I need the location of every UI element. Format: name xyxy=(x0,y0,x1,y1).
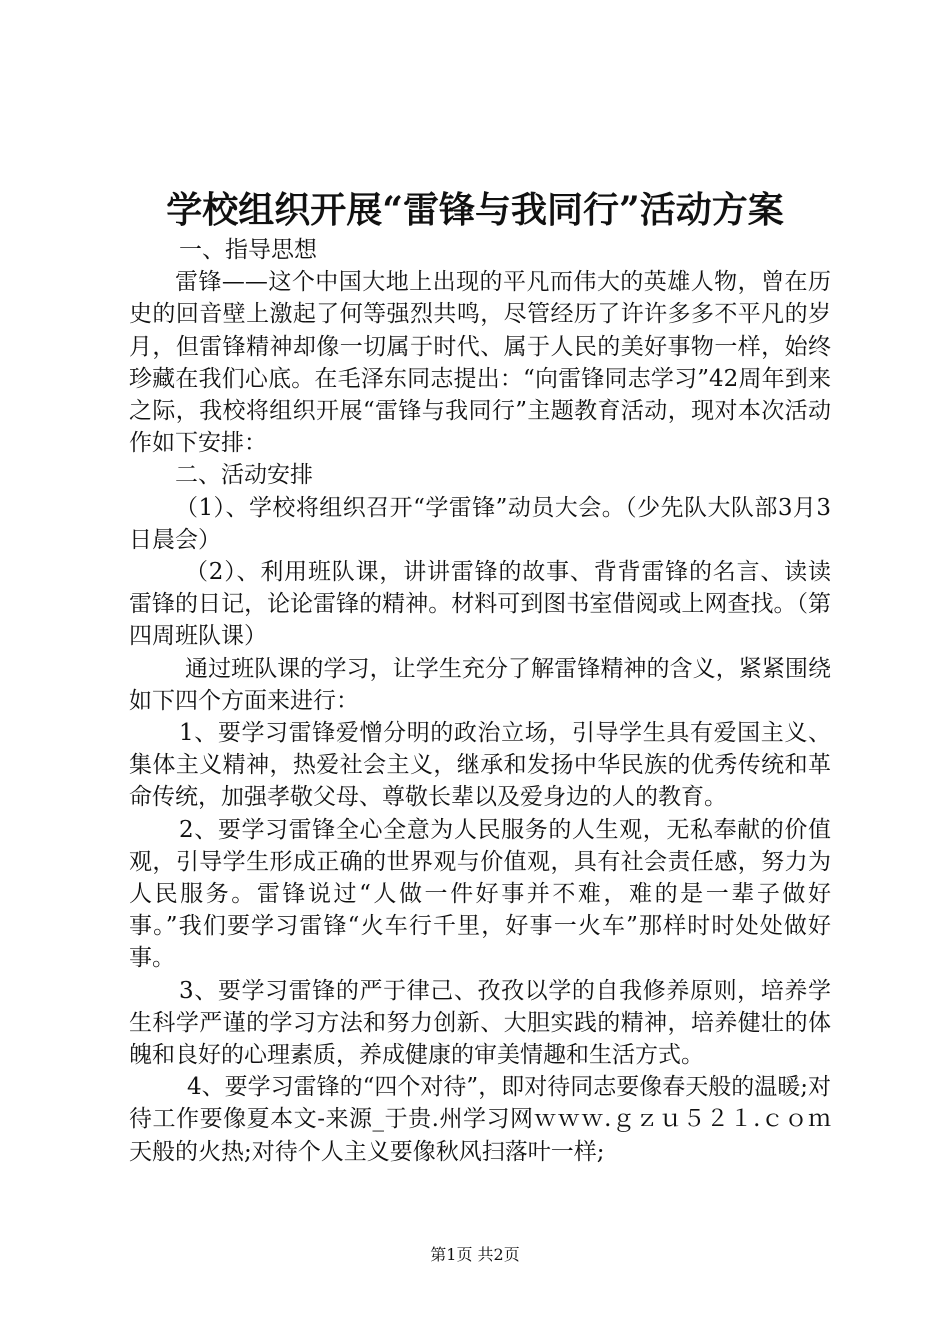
paragraph-item-2: （2）、利用班队课，讲讲雷锋的故事、背背雷锋的名言、读读雷锋的日记，论论雷锋的精神。材料可到图书室借阅或上网查找。（第四周班队课） xyxy=(129,559,831,650)
paragraph-class-study: 通过班队课的学习，让学生充分了解雷锋精神的含义，紧紧围绕如下四个方面来进行： xyxy=(129,655,831,714)
section-heading-guiding-thought: 一、指导思想 xyxy=(179,237,317,263)
section-heading-activity-arrangement: 二、活动安排 xyxy=(175,462,313,489)
document-title: 学校组织开展“雷锋与我同行”活动方案 xyxy=(166,189,784,231)
paragraph-point-1: 1、要学习雷锋爱憎分明的政治立场，引导学生具有爱国主义、集体主义精神，热爱社会主义，继承和发扬中华民族的优秀传统和革命传统，加强孝敬父母、尊敬长辈以及爱身边的人的教育。 xyxy=(129,720,831,811)
paragraph-item-1: （1）、学校将组织召开“学雷锋”动员大会。（少先队大队部3月3日晨会） xyxy=(129,494,831,553)
page-number-footer: 第1页 共2页 xyxy=(430,1245,520,1264)
paragraph-point-4: 4、要学习雷锋的“四个对待”，即对待同志要像春天般的温暖;对待工作要像夏本文-来源_于贵.州学习网ｗｗｗ.ｇｚｕ５２１.ｃｏｍ天般的火热;对待个人主义要像秋风扫落叶一样; xyxy=(129,1074,831,1165)
paragraph-point-3: 3、要学习雷锋的严于律己、孜孜以学的自我修养原则，培养学生科学严谨的学习方法和努力创新、大胆实践的精神，培养健壮的体魄和良好的心理素质，养成健康的审美情趣和生活方式。 xyxy=(129,977,831,1069)
paragraph-intro: 雷锋——这个中国大地上出现的平凡而伟大的英雄人物，曾在历史的回音壁上激起了何等强烈共鸣，尽管经历了许许多多不平凡的岁月，但雷锋精神却像一切属于时代、属于人民的美好事物一样，始终珍藏在我们心底。在毛泽东同志提出：“向雷锋同志学习”42周年到来之际，我校将组织开展“雷锋与我同行”主题教育活动，现对本次活动作如下安排： xyxy=(129,269,831,457)
paragraph-point-2: 2、要学习雷锋全心全意为人民服务的人生观，无私奉献的价值观，引导学生形成正确的世界观与价值观，具有社会责任感，努力为人民服务。雷锋说过“人做一件好事并不难，难的是一辈子做好事。”我们要学习雷锋“火车行千里，好事一火车”那样时时处处做好事。 xyxy=(129,816,831,972)
document-body xyxy=(129,234,831,1168)
